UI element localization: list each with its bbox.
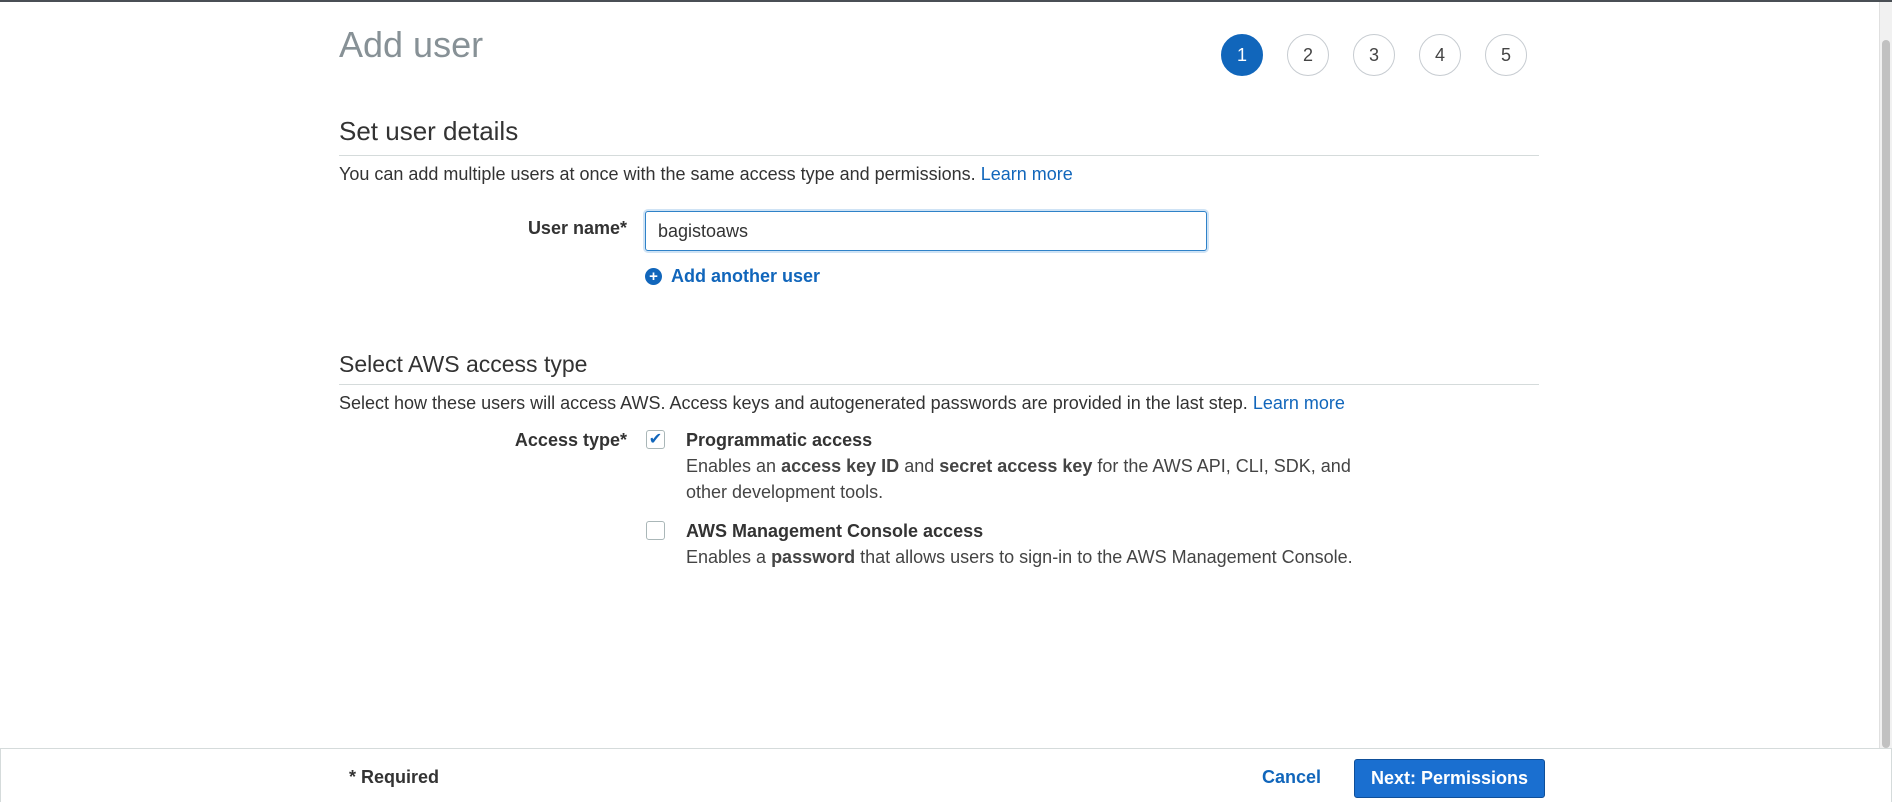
username-input[interactable] — [645, 211, 1207, 251]
username-label: User name* — [527, 218, 627, 238]
learn-more-link[interactable]: Learn more — [1252, 393, 1345, 413]
desc-bold: access key ID — [781, 456, 900, 476]
access-type-label: Access type* — [514, 430, 627, 450]
programmatic-access-title: Programmatic access — [686, 430, 873, 450]
next-permissions-button[interactable]: Next: Permissions — [1354, 759, 1545, 798]
desc-text: that allows users to sign-in to the AWS Management Console. — [855, 547, 1353, 567]
required-note: * Required — [349, 767, 440, 787]
user-details-description-text: You can add multiple users at once with the same access type and permissions. — [339, 164, 976, 184]
user-details-heading: Set user details — [339, 116, 519, 146]
learn-more-link[interactable]: Learn more — [980, 164, 1073, 184]
step-1[interactable]: 1 — [1221, 34, 1263, 76]
step-2[interactable]: 2 — [1287, 34, 1329, 76]
desc-text: and — [899, 456, 940, 476]
access-type-heading: Select AWS access type — [339, 351, 588, 377]
footer-border — [0, 749, 1, 802]
console-access-title: AWS Management Console access — [686, 521, 984, 541]
cancel-button[interactable]: Cancel — [1262, 767, 1322, 787]
desc-text: other development tools. — [686, 482, 884, 502]
step-4[interactable]: 4 — [1419, 34, 1461, 76]
footer-bar — [0, 748, 1892, 802]
programmatic-access-checkbox[interactable] — [646, 430, 665, 449]
desc-bold: secret access key — [939, 456, 1093, 476]
plus-circle-icon: + — [645, 268, 662, 285]
desc-text: Enables an — [686, 456, 782, 476]
console-access-checkbox[interactable] — [646, 521, 665, 540]
checkmark-icon: ✔ — [648, 430, 663, 448]
page-title: Add user — [339, 24, 484, 65]
access-type-description-text: Select how these users will access AWS. Access keys and autogenerated passwords are provided in the last step. — [339, 393, 1248, 413]
add-another-user-button[interactable] — [645, 266, 820, 287]
scrollbar-thumb[interactable] — [1882, 40, 1890, 748]
step-5[interactable]: 5 — [1485, 34, 1527, 76]
section-divider — [339, 384, 1539, 385]
console-access-description — [686, 544, 1353, 570]
wizard-steps — [1221, 34, 1551, 76]
desc-text: for the AWS API, CLI, SDK, and — [1092, 456, 1351, 476]
vertical-scrollbar[interactable] — [1879, 2, 1892, 748]
user-details-description — [339, 164, 1073, 185]
access-type-description — [339, 393, 1345, 414]
section-divider — [339, 155, 1539, 156]
desc-bold: password — [771, 547, 856, 567]
programmatic-access-description — [686, 453, 1351, 505]
desc-text: Enables a — [686, 547, 772, 567]
add-another-user-label: Add another user — [671, 266, 821, 286]
step-3[interactable]: 3 — [1353, 34, 1395, 76]
window-top-edge — [0, 0, 1892, 2]
